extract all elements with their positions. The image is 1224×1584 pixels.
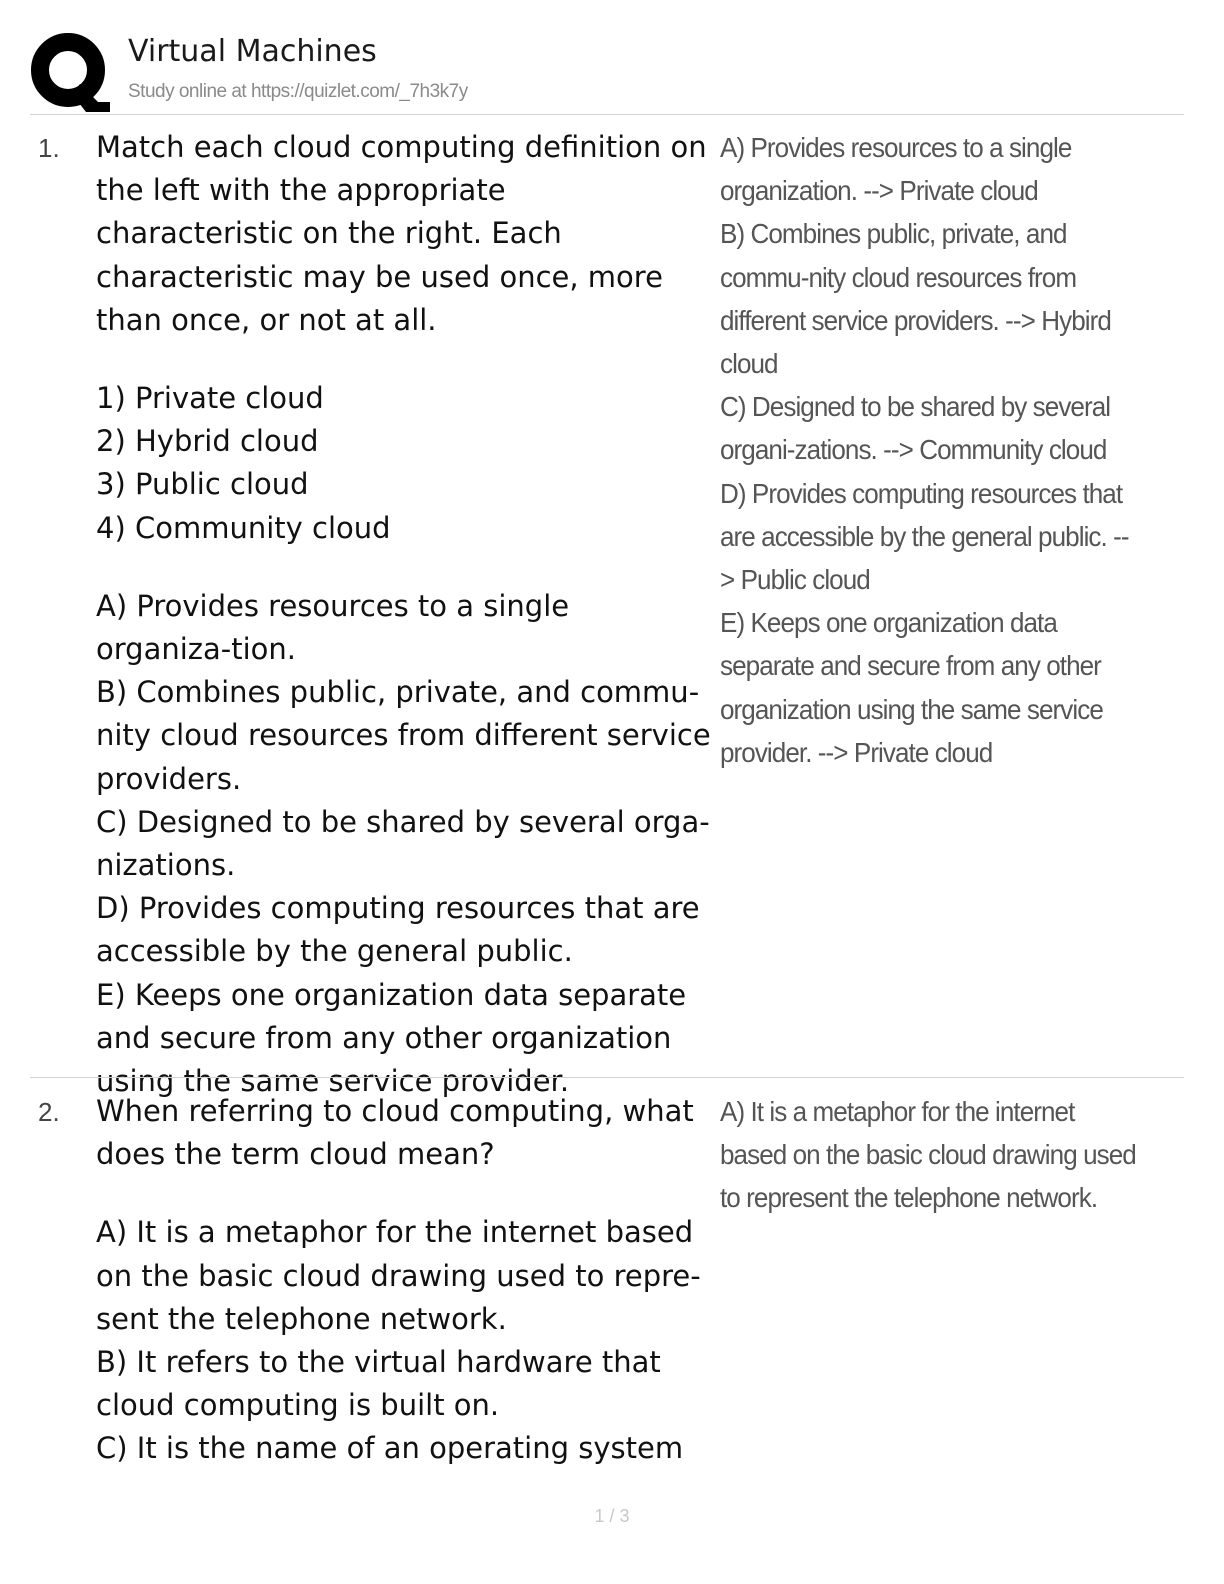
option-item: B) It refers to the virtual hardware that cloud computing is built on.	[96, 1345, 661, 1423]
header-divider	[30, 114, 1184, 115]
card-2-question	[96, 1090, 712, 1471]
option-item: B) Combines public, private, and commu-nity cloud resources from different service providers.	[96, 675, 711, 796]
list-item: 1) Private cloud	[96, 381, 324, 416]
option-item: C) It is the name of an operating system	[96, 1431, 684, 1466]
answer-line: D) Provides computing resources that are accessible by the general public. --> Public cloud	[720, 477, 1129, 596]
list-item: 4) Community cloud	[96, 510, 391, 545]
answer-line: B) Combines public, private, and commu-nity cloud resources from different service providers. --> Hybird cloud	[720, 218, 1111, 380]
card-number: 2.	[38, 1097, 60, 1127]
option-item: E) Keeps one organization data separate and secure from any other organization using the same service provider.	[96, 977, 687, 1099]
option-item: A) Provides resources to a single organiza-tion.	[96, 588, 570, 667]
card-number: 1.	[38, 133, 60, 163]
answer-line: A) Provides resources to a single organization. --> Private cloud	[720, 132, 1072, 207]
answer-line: E) Keeps one organization data separate and secure from any other organization using the same service provider. --> Private cloud	[720, 607, 1103, 768]
page-header	[30, 28, 1184, 114]
spacer	[96, 342, 712, 377]
page-number: 1 / 3	[594, 1506, 630, 1526]
card-2-answer	[720, 1090, 1139, 1220]
answer-line: A) It is a metaphor for the internet based on the basic cloud drawing used to represent the telephone network.	[720, 1096, 1136, 1214]
question-prompt: When referring to cloud computing, what does the term cloud mean?	[96, 1094, 694, 1172]
spacer	[96, 1176, 712, 1211]
list-item: 3) Public cloud	[96, 467, 309, 502]
option-item: D) Provides computing resources that are accessible by the general public.	[96, 891, 700, 969]
card-1-question	[96, 126, 712, 1103]
option-item: C) Designed to be shared by several orga-nizations.	[96, 804, 710, 883]
card-divider	[30, 1077, 1184, 1078]
set-title: Virtual Machines	[128, 34, 377, 69]
question-prompt: Match each cloud computing definition on the left with the appropriate characteristic on the right. Each characteristic may be used once, more than once, or not at all.	[96, 130, 707, 337]
quizlet-logo-icon	[30, 32, 110, 112]
card-1-answer	[720, 126, 1139, 774]
list-item: 2) Hybrid cloud	[96, 424, 319, 459]
study-online-link[interactable]: Study online at https://quizlet.com/_7h3k7y	[128, 81, 468, 102]
option-item: A) It is a metaphor for the internet based on the basic cloud drawing used to repre-sent the telephone network.	[96, 1215, 701, 1336]
answer-line: C) Designed to be shared by several organi-zations. --> Community cloud	[720, 391, 1111, 466]
spacer	[96, 550, 712, 585]
